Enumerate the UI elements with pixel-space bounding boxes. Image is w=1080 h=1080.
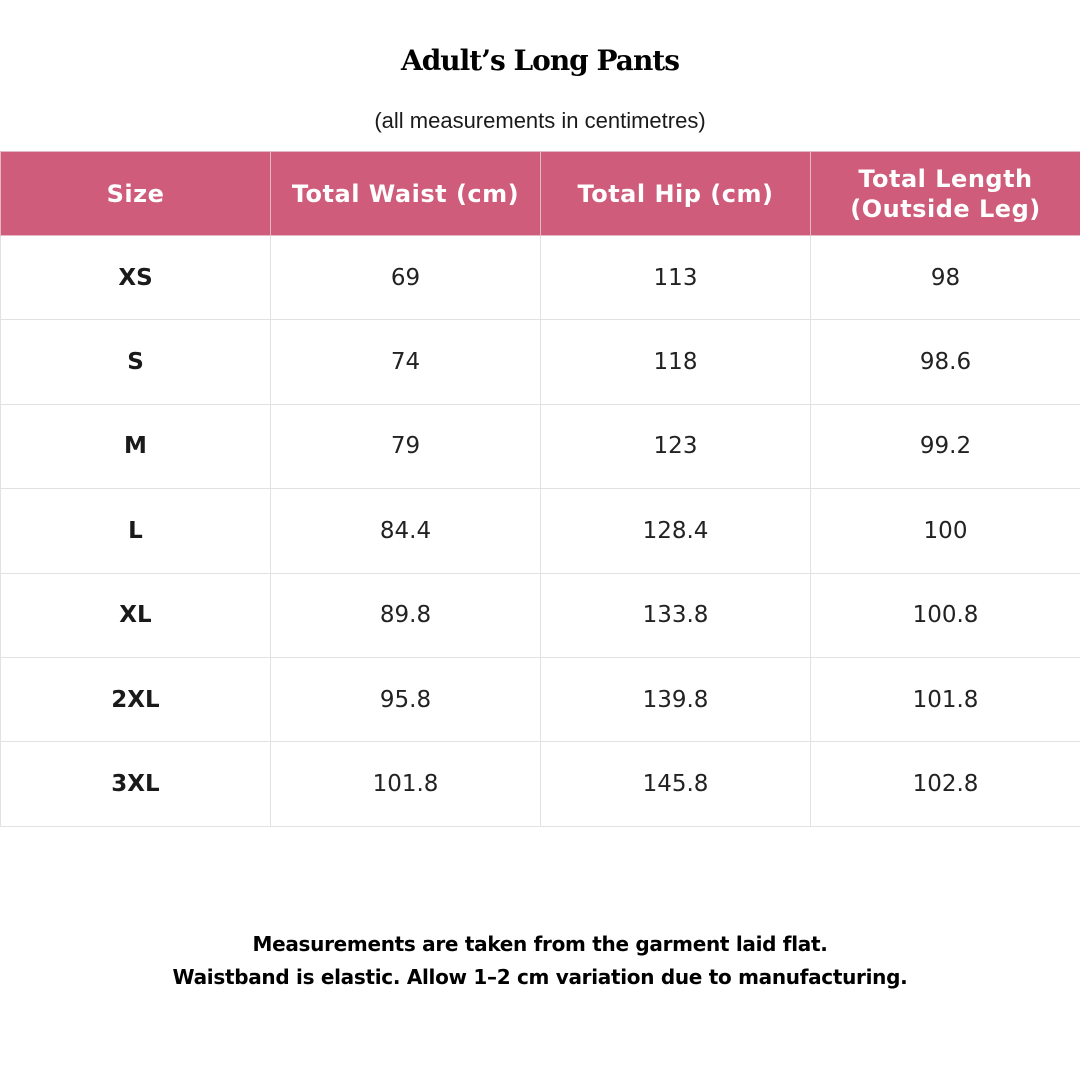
hip-cell: 113 xyxy=(541,236,811,320)
header-total-waist: Total Waist (cm) xyxy=(271,152,541,236)
hip-cell: 128.4 xyxy=(541,489,811,573)
note-line-1: Measurements are taken from the garment laid flat. xyxy=(252,932,828,956)
size-cell: M xyxy=(1,404,271,488)
waist-cell: 69 xyxy=(271,236,541,320)
page-title: Adult’s Long Pants xyxy=(400,44,680,77)
size-chart-table xyxy=(0,151,1080,827)
size-cell: 2XL xyxy=(1,657,271,741)
header-total-length-line2: (Outside Leg) xyxy=(850,194,1041,223)
waist-cell: 95.8 xyxy=(271,657,541,741)
measurement-notes xyxy=(0,928,1080,994)
header-total-length xyxy=(811,152,1080,236)
waist-cell: 79 xyxy=(271,404,541,488)
header-row xyxy=(1,152,1080,236)
length-cell: 98 xyxy=(811,236,1080,320)
hip-cell: 133.8 xyxy=(541,573,811,657)
table-row xyxy=(1,573,1080,657)
length-cell: 100.8 xyxy=(811,573,1080,657)
hip-cell: 139.8 xyxy=(541,657,811,741)
waist-cell: 89.8 xyxy=(271,573,541,657)
size-cell: 3XL xyxy=(1,742,271,826)
note-line-2: Waistband is elastic. Allow 1–2 cm variation due to manufacturing. xyxy=(172,965,908,989)
table-row xyxy=(1,489,1080,573)
length-cell: 102.8 xyxy=(811,742,1080,826)
table-header xyxy=(1,152,1080,236)
table-row xyxy=(1,404,1080,488)
hip-cell: 145.8 xyxy=(541,742,811,826)
header-total-hip: Total Hip (cm) xyxy=(541,152,811,236)
table-body xyxy=(1,236,1080,827)
table-row xyxy=(1,742,1080,826)
length-cell: 101.8 xyxy=(811,657,1080,741)
waist-cell: 84.4 xyxy=(271,489,541,573)
hip-cell: 123 xyxy=(541,404,811,488)
size-cell: XS xyxy=(1,236,271,320)
length-cell: 99.2 xyxy=(811,404,1080,488)
header-size: Size xyxy=(1,152,271,236)
waist-cell: 101.8 xyxy=(271,742,541,826)
waist-cell: 74 xyxy=(271,320,541,404)
size-cell: L xyxy=(1,489,271,573)
hip-cell: 118 xyxy=(541,320,811,404)
header-total-length-line1: Total Length xyxy=(858,164,1033,193)
length-cell: 100 xyxy=(811,489,1080,573)
page-subtitle: (all measurements in centimetres) xyxy=(374,108,706,133)
table-row xyxy=(1,236,1080,320)
table-row xyxy=(1,657,1080,741)
size-cell: S xyxy=(1,320,271,404)
size-cell: XL xyxy=(1,573,271,657)
length-cell: 98.6 xyxy=(811,320,1080,404)
table-row xyxy=(1,320,1080,404)
